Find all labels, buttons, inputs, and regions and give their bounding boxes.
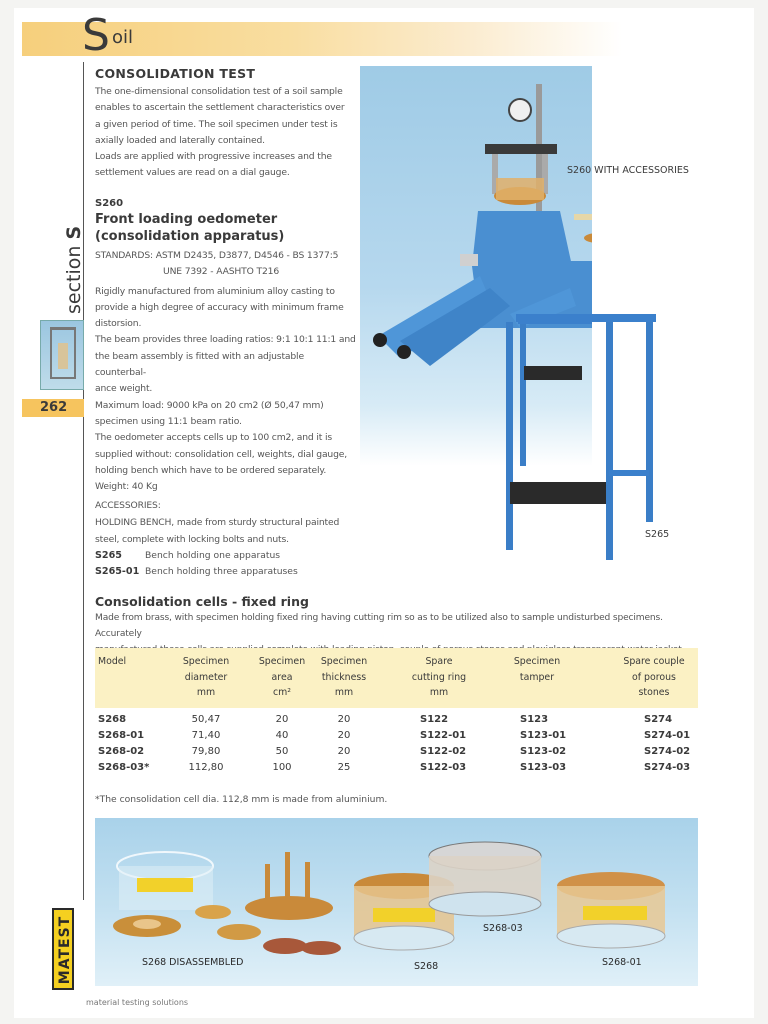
product-desc-line: ance weight. bbox=[95, 383, 153, 395]
accessory-item: S265 Bench holding one apparatus bbox=[95, 549, 281, 561]
section-title: CONSOLIDATION TEST bbox=[95, 66, 256, 81]
product-desc-line: The beam provides three loading ratios: 9:1 10:1 11:1 and bbox=[95, 334, 356, 346]
oedometer-thumbnail bbox=[40, 320, 84, 390]
column-header: Specimen thickness mm bbox=[320, 656, 368, 698]
bench-illustration bbox=[496, 300, 666, 562]
product-desc-line: provide a high degree of accuracy with minimum frame bbox=[95, 301, 344, 313]
intro-line: axially loaded and laterally contained. bbox=[95, 134, 265, 146]
intro-line: Loads are applied with progressive increases and the bbox=[95, 151, 332, 163]
column-header: Specimen area cm² bbox=[258, 656, 306, 698]
column-header: Spare couple of porous stones bbox=[623, 656, 685, 698]
product-desc-line: holding bench which have to be ordered separately. bbox=[95, 464, 327, 476]
standards: STANDARDS: ASTM D2435, D3877, D4546 - BS 1377:5 bbox=[95, 250, 339, 261]
product-desc-line: supplied without: consolidation cell, weights, dial gauge, bbox=[95, 448, 348, 460]
table-row: S268-03* 112,80 100 25 S122-03 S123-03 S274-03 bbox=[98, 762, 691, 773]
column-header: Model bbox=[98, 656, 127, 667]
product-desc-line: The oedometer accepts cells up to 100 cm2, and it is bbox=[95, 432, 333, 444]
cells-description: Made from brass, with specimen holding fixed ring having cutting rim so as to be utilized also to sample undisturbed specimens. Accurately bbox=[95, 613, 663, 639]
accessory-item: S265-01 Bench holding three apparatuses bbox=[95, 566, 298, 578]
photo-label: S268-03 bbox=[483, 923, 523, 934]
intro-line: a given period of time. The soil specimen under test is bbox=[95, 118, 338, 130]
section-label: section S bbox=[63, 225, 85, 314]
product-desc-line: distorsion. bbox=[95, 318, 142, 330]
product-title: (consolidation apparatus) bbox=[95, 229, 285, 244]
product-desc-line: Rigidly manufactured from aluminium alloy casting to bbox=[95, 285, 335, 297]
product-desc-line: specimen using 11:1 beam ratio. bbox=[95, 415, 242, 427]
column-header: Spare cutting ring mm bbox=[411, 656, 467, 698]
intro-line: The one-dimensional consolidation test of a soil sample bbox=[95, 86, 343, 97]
photo-label: S268 bbox=[414, 961, 439, 972]
table-footnote: *The consolidation cell dia. 112,8 mm is made from aluminium. bbox=[95, 794, 388, 805]
header-initial: S bbox=[82, 10, 110, 61]
product-desc-line: Weight: 40 Kg bbox=[95, 481, 158, 493]
product-code: S260 bbox=[95, 198, 124, 209]
photo-label-s260: S260 WITH ACCESSORIES bbox=[567, 165, 689, 176]
accessories-section bbox=[95, 498, 357, 580]
brand-tagline: material testing solutions bbox=[86, 998, 189, 1007]
photo-label: S268 DISASSEMBLED bbox=[142, 957, 244, 968]
product-title: Front loading oedometer bbox=[95, 212, 278, 227]
product-desc-line: Maximum load: 9000 kPa on 20 cm2 (Ø 50,47 mm) bbox=[95, 399, 324, 411]
table-row: S268 50,47 20 20 S122 S123 S274 bbox=[98, 714, 673, 725]
product-section bbox=[95, 198, 357, 495]
intro-line: settlement values are read on a dial gauge. bbox=[95, 167, 290, 179]
accessories-line: steel, complete with locking bolts and nuts. bbox=[95, 533, 289, 545]
table-row: S268-02 79,80 50 20 S122-02 S123-02 S274-02 bbox=[98, 746, 691, 757]
photo-label: S268-01 bbox=[602, 957, 642, 968]
column-header: Specimen tamper bbox=[513, 656, 561, 683]
accessories-title: ACCESSORIES: bbox=[95, 500, 161, 511]
column-header: Specimen diameter mm bbox=[182, 656, 230, 698]
page-number: 262 bbox=[40, 400, 68, 415]
photo-label-s265: S265 bbox=[645, 529, 670, 540]
header-title: oil bbox=[112, 27, 134, 48]
table-row: S268-01 71,40 40 20 S122-01 S123-01 S274-01 bbox=[98, 730, 691, 741]
product-desc-line: the beam assembly is fitted with an adjustable counterbal- bbox=[95, 350, 304, 379]
intro-section bbox=[95, 66, 357, 182]
standards: UNE 7392 - AASHTO T216 bbox=[163, 266, 280, 278]
intro-line: enables to ascertain the settlement characteristics over bbox=[95, 102, 345, 114]
brand-logo: MATEST bbox=[52, 908, 74, 990]
cells-title: Consolidation cells - fixed ring bbox=[95, 594, 309, 609]
accessories-line: HOLDING BENCH, made from sturdy structural painted bbox=[95, 517, 340, 529]
